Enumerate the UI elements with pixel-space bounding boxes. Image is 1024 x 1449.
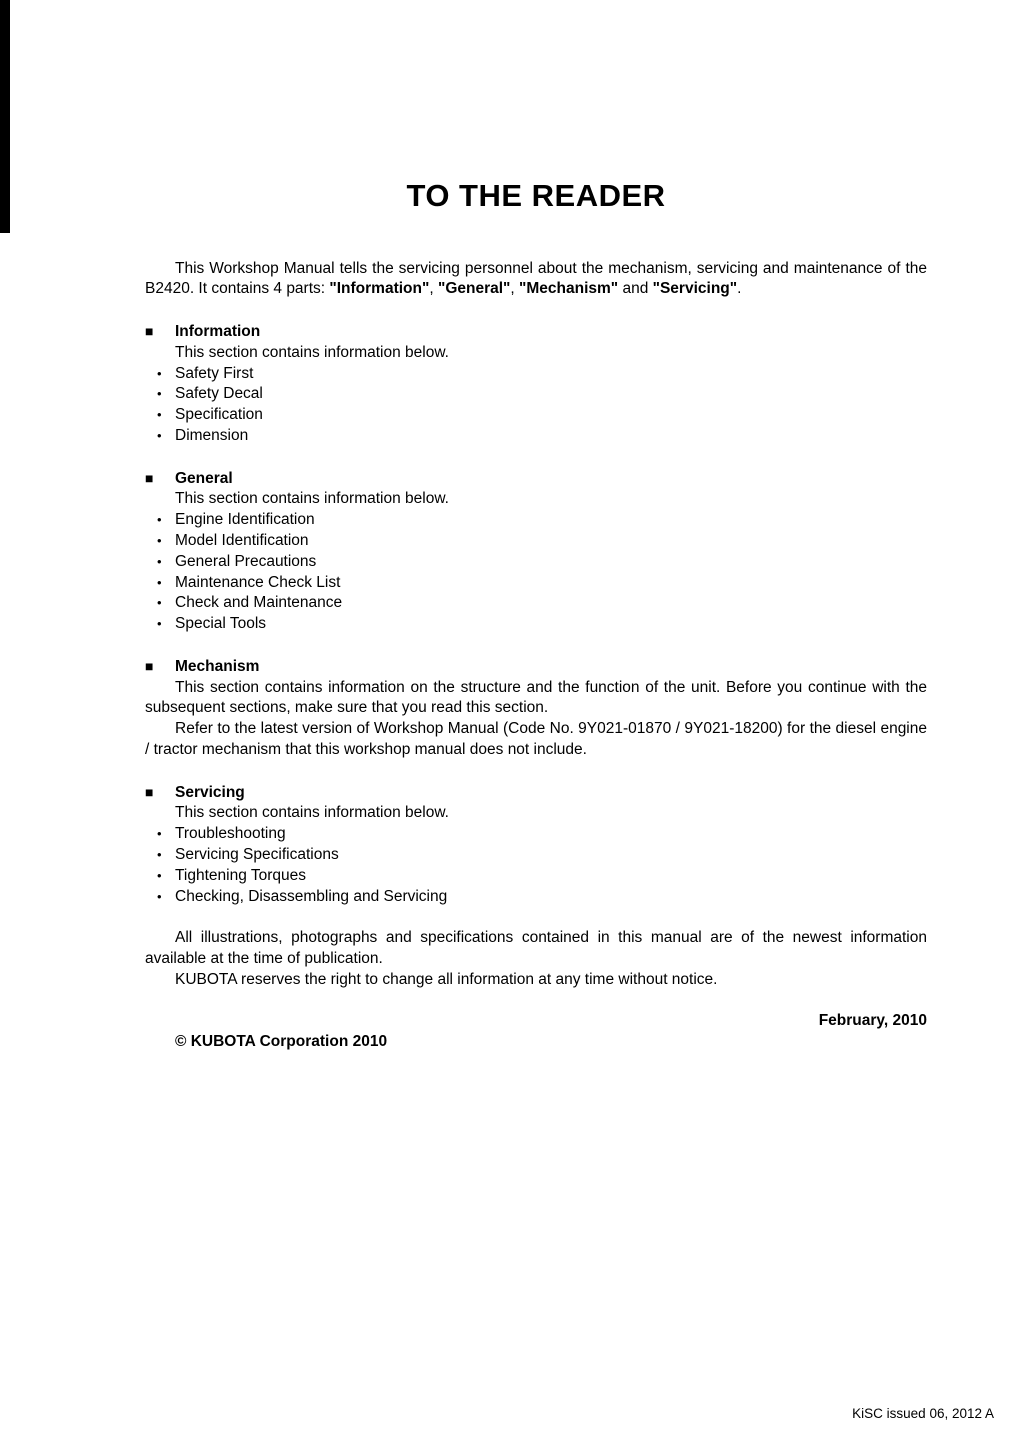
list-item-label: Engine Identification	[175, 511, 315, 529]
section-lead: This section contains information below.	[175, 804, 449, 822]
list-item	[145, 614, 927, 635]
bullet-icon: •	[157, 595, 162, 611]
list-item-label: Servicing Specifications	[175, 845, 339, 863]
intro-segment: ,	[510, 280, 520, 298]
list-item-label: Checking, Disassembling and Servicing	[175, 887, 448, 905]
page-title: TO THE READER	[406, 178, 666, 213]
closing-block	[145, 928, 927, 990]
item-list	[145, 510, 927, 635]
bullet-icon: •	[157, 553, 162, 569]
list-item-label: Specification	[175, 406, 263, 424]
list-item-label: Troubleshooting	[175, 825, 286, 843]
list-item	[145, 824, 927, 845]
list-item	[145, 364, 927, 385]
closing-paragraph: All illustrations, photographs and specifications contained in this manual are of the newest information available at the time of publication.	[145, 929, 927, 967]
section-heading-label: General	[175, 469, 233, 487]
bullet-icon: •	[157, 533, 162, 548]
bullet-icon: •	[157, 616, 162, 632]
page-edge-tab-mark	[0, 0, 10, 233]
square-marker-icon: ■	[145, 783, 154, 800]
section-mechanism	[145, 656, 927, 761]
bullet-icon: •	[157, 428, 162, 444]
section-heading-label: Information	[175, 323, 261, 341]
list-item	[145, 426, 927, 447]
intro-segment-bold: "Information"	[329, 280, 430, 298]
list-item-label: Maintenance Check List	[175, 573, 341, 591]
list-item-label: Tightening Torques	[175, 866, 306, 884]
square-marker-icon: ■	[145, 469, 154, 486]
section-lead: This section contains information below.	[175, 343, 449, 361]
bullet-icon: •	[157, 574, 162, 590]
list-item	[145, 573, 927, 594]
intro-segment-bold: "General"	[437, 280, 511, 298]
section-heading	[145, 656, 927, 678]
list-item	[145, 593, 927, 614]
list-item-label: Model Identification	[175, 532, 309, 549]
list-item	[145, 845, 927, 866]
bullet-icon: •	[157, 365, 162, 381]
section-heading	[145, 468, 927, 490]
intro-segment-bold: "Servicing"	[652, 280, 738, 298]
section-heading	[145, 321, 927, 343]
section-body	[175, 489, 927, 510]
intro-segment: and	[618, 280, 653, 298]
square-marker-icon: ■	[145, 657, 154, 674]
square-marker-icon: ■	[145, 323, 154, 340]
bullet-icon: •	[157, 826, 162, 842]
list-item-label: Safety Decal	[175, 385, 263, 403]
item-list	[145, 364, 927, 447]
list-item	[145, 384, 927, 405]
intro-paragraph	[145, 259, 927, 301]
bullet-icon: •	[157, 867, 162, 883]
intro-segment: ,	[429, 280, 438, 298]
item-list	[145, 824, 927, 907]
intro-segment-bold: "Mechanism"	[519, 280, 619, 298]
copyright-notice: © KUBOTA Corporation 2010	[175, 1033, 388, 1051]
section-heading-label: Mechanism	[175, 657, 260, 675]
list-item-label: General Precautions	[175, 552, 317, 570]
list-item	[145, 405, 927, 426]
closing-paragraph: KUBOTA reserves the right to change all information at any time without notice.	[175, 970, 718, 988]
list-item-label: Special Tools	[175, 615, 267, 633]
section-general	[145, 468, 927, 635]
intro-segment: This Workshop Manual tells the servicing personnel about the mechanism, servicing and maintenance of the B2420. It contains 4 parts:	[145, 259, 927, 298]
list-item	[145, 552, 927, 573]
section-heading-label: Servicing	[175, 783, 245, 801]
list-item-label: Check and Maintenance	[175, 594, 343, 612]
bullet-icon: •	[157, 846, 162, 862]
section-servicing	[145, 782, 927, 908]
list-item	[145, 531, 927, 552]
publication-date: February, 2010	[818, 1012, 927, 1030]
section-heading	[145, 782, 927, 804]
section-paragraph: Refer to the latest version of Workshop Manual (Code No. 9Y021-01870 / 9Y021-18200) for the diesel engine / tractor mechanism that this workshop manual does not include.	[145, 720, 927, 758]
bullet-icon: •	[157, 512, 162, 528]
list-item	[145, 866, 927, 887]
footer-issue-note: KiSC issued 06, 2012 A	[852, 1406, 994, 1421]
bullet-icon: •	[157, 407, 162, 423]
list-item-label: Safety First	[175, 364, 254, 382]
section-paragraph: This section contains information on the structure and the function of the unit. Before you continue with the subsequent sections, make sure that you read this section.	[145, 678, 927, 717]
intro-segment: .	[737, 280, 742, 298]
list-item-label: Dimension	[175, 427, 249, 445]
bullet-icon: •	[157, 888, 162, 904]
section-information	[145, 321, 927, 447]
list-item	[145, 887, 927, 908]
section-lead: This section contains information below.	[175, 490, 449, 508]
section-body	[175, 343, 927, 364]
section-body	[175, 803, 927, 824]
list-item	[145, 510, 927, 531]
bullet-icon: •	[157, 386, 162, 402]
